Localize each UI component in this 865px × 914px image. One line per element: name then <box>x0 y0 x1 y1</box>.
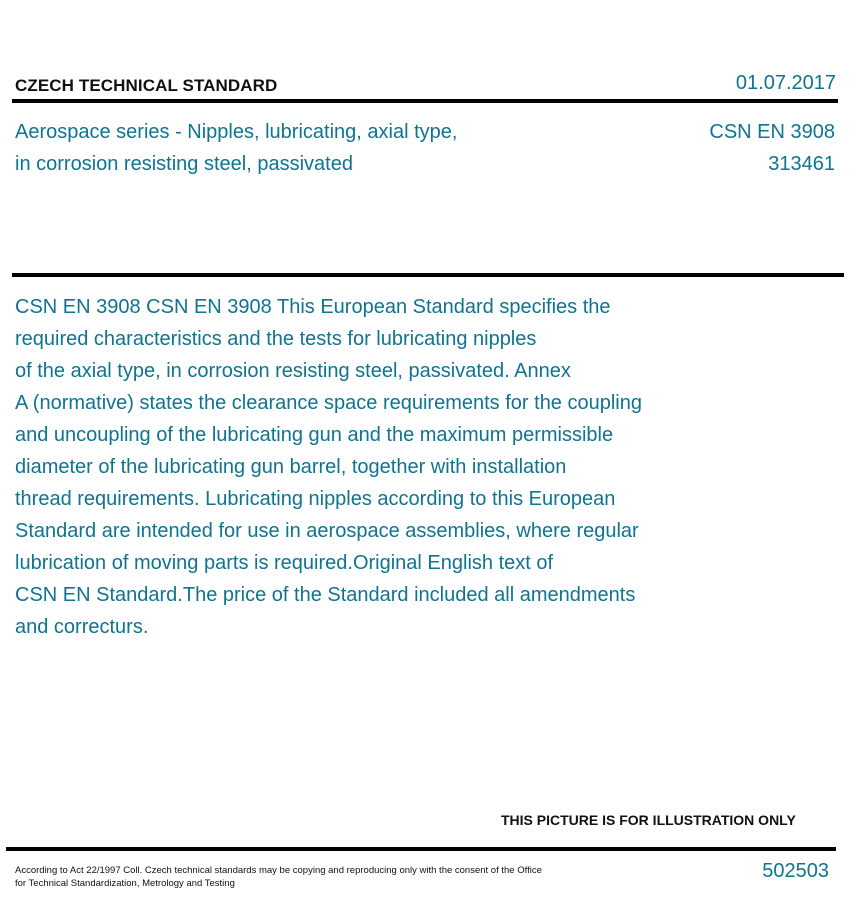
description-line: A (normative) states the clearance space requirements for the coupling <box>15 392 642 414</box>
section-divider <box>12 273 844 277</box>
description-line: required characteristics and the tests for lubricating nipples <box>15 328 537 350</box>
standard-title-line: Aerospace series - Nipples, lubricating, axial type, <box>15 121 458 143</box>
description-line: Standard are intended for use in aerospace assemblies, where regular <box>15 520 639 542</box>
description-line: CSN EN Standard.The price of the Standard included all amendments <box>15 584 636 606</box>
description-line: diameter of the lubricating gun barrel, together with installation <box>15 456 567 478</box>
standard-number: CSN EN 3908 <box>709 121 835 143</box>
description-line: and correcturs. <box>15 616 149 638</box>
header-divider <box>12 99 838 103</box>
footer-divider <box>6 847 836 851</box>
legal-notice <box>15 864 615 890</box>
legal-notice-line: According to Act 22/1997 Coll. Czech technical standards may be copying and reproducing only with the consent of the Office <box>15 865 542 876</box>
description-line: thread requirements. Lubricating nipples according to this European <box>15 488 616 510</box>
illustration-disclaimer: THIS PICTURE IS FOR ILLUSTRATION ONLY <box>501 812 796 828</box>
standard-title-line: in corrosion resisting steel, passivated <box>15 153 353 175</box>
document-code: 502503 <box>762 860 829 882</box>
catalog-number: 313461 <box>768 153 835 175</box>
description-line: lubrication of moving parts is required.Original English text of <box>15 552 554 574</box>
description-line: of the axial type, in corrosion resisting steel, passivated. Annex <box>15 360 571 382</box>
description-line: and uncoupling of the lubricating gun and the maximum permissible <box>15 424 614 446</box>
standard-description <box>15 291 715 643</box>
standard-codes <box>709 116 835 180</box>
standard-type-label: CZECH TECHNICAL STANDARD <box>15 76 278 95</box>
standard-title <box>15 116 575 180</box>
legal-notice-line: for Technical Standardization, Metrology and Testing <box>15 878 235 889</box>
description-line: CSN EN 3908 CSN EN 3908 This European Standard specifies the <box>15 296 611 318</box>
publication-date: 01.07.2017 <box>735 72 836 94</box>
